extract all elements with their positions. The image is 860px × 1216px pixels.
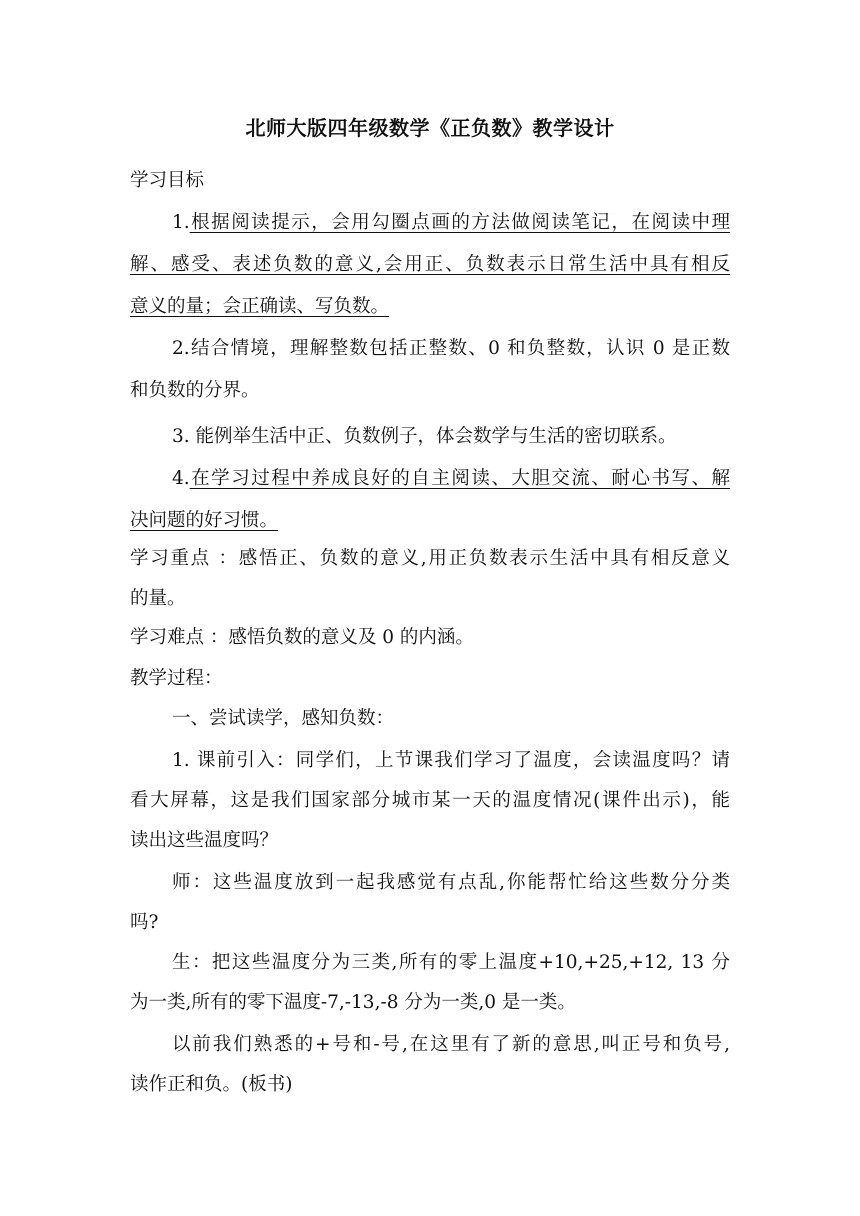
objective-2-line-2: 和负数的分界。 (130, 380, 260, 401)
para-2-line-2: 吗? (130, 912, 159, 933)
objective-4-line-2: 决问题的好习惯。 (130, 510, 279, 531)
objectives-heading: 学习目标 (130, 170, 205, 191)
objective-1-line-3: 意义的量；会正确读、写负数。 (130, 296, 390, 317)
para-3-line-1: 生：把这些温度分为三类,所有的零上温度+10,+25,+12, 13 分 (172, 952, 730, 973)
objective-3: 3. 能例举生活中正、负数例子，体会数学与生活的密切联系。 (172, 426, 677, 447)
para-3-line-2: 为一类,所有的零下温度-7,-13,-8 分为一类,0 是一类。 (130, 992, 576, 1013)
difficulty: 学习难点 ：感悟负数的意义及 0 的内涵。 (130, 627, 474, 648)
objective-1-number: 1. (172, 212, 190, 233)
key-point-line-2: 的量。 (130, 588, 186, 609)
para-4-line-2: 读作正和负。(板书) (130, 1074, 293, 1095)
objective-1-text: 根据阅读提示，会用勾圈点画的方法做阅读笔记，在阅读中理 (189, 212, 730, 233)
process-heading: 教学过程： (130, 668, 223, 689)
para-1-line-3: 读出这些温度吗？ (130, 830, 279, 851)
objective-4-number: 4. (172, 468, 190, 489)
document-title: 北师大版四年级数学《正负数》教学设计 (245, 116, 615, 140)
key-point-line-1: 学习重点 ：感悟正、负数的意义,用正负数表示生活中具有相反意义 (130, 548, 730, 569)
objective-4-text: 在学习过程中养成良好的自主阅读、大胆交流、耐心书写、解 (189, 468, 730, 489)
objective-2-line-1: 2.结合情境，理解整数包括正整数、0 和负整数，认识 0 是正数 (172, 338, 730, 359)
objective-4-line-1 (172, 466, 730, 492)
objective-1-line-1 (172, 210, 730, 236)
para-4-line-1: 以前我们熟悉的+号和-号,在这里有了新的意思,叫正号和负号, (172, 1034, 730, 1055)
para-2-line-1: 师：这些温度放到一起我感觉有点乱,你能帮忙给这些数分分类 (172, 872, 730, 893)
section-1-heading: 一、尝试读学，感知负数： (172, 708, 395, 729)
para-1-line-2: 看大屏幕，这是我们国家部分城市某一天的温度情况(课件出示)，能 (130, 790, 730, 811)
objective-1-line-2: 解、感受、表述负数的意义,会用正、负数表示日常生活中具有相反 (130, 254, 730, 275)
para-1-line-1: 1. 课前引入：同学们，上节课我们学习了温度，会读温度吗？请 (172, 750, 730, 771)
